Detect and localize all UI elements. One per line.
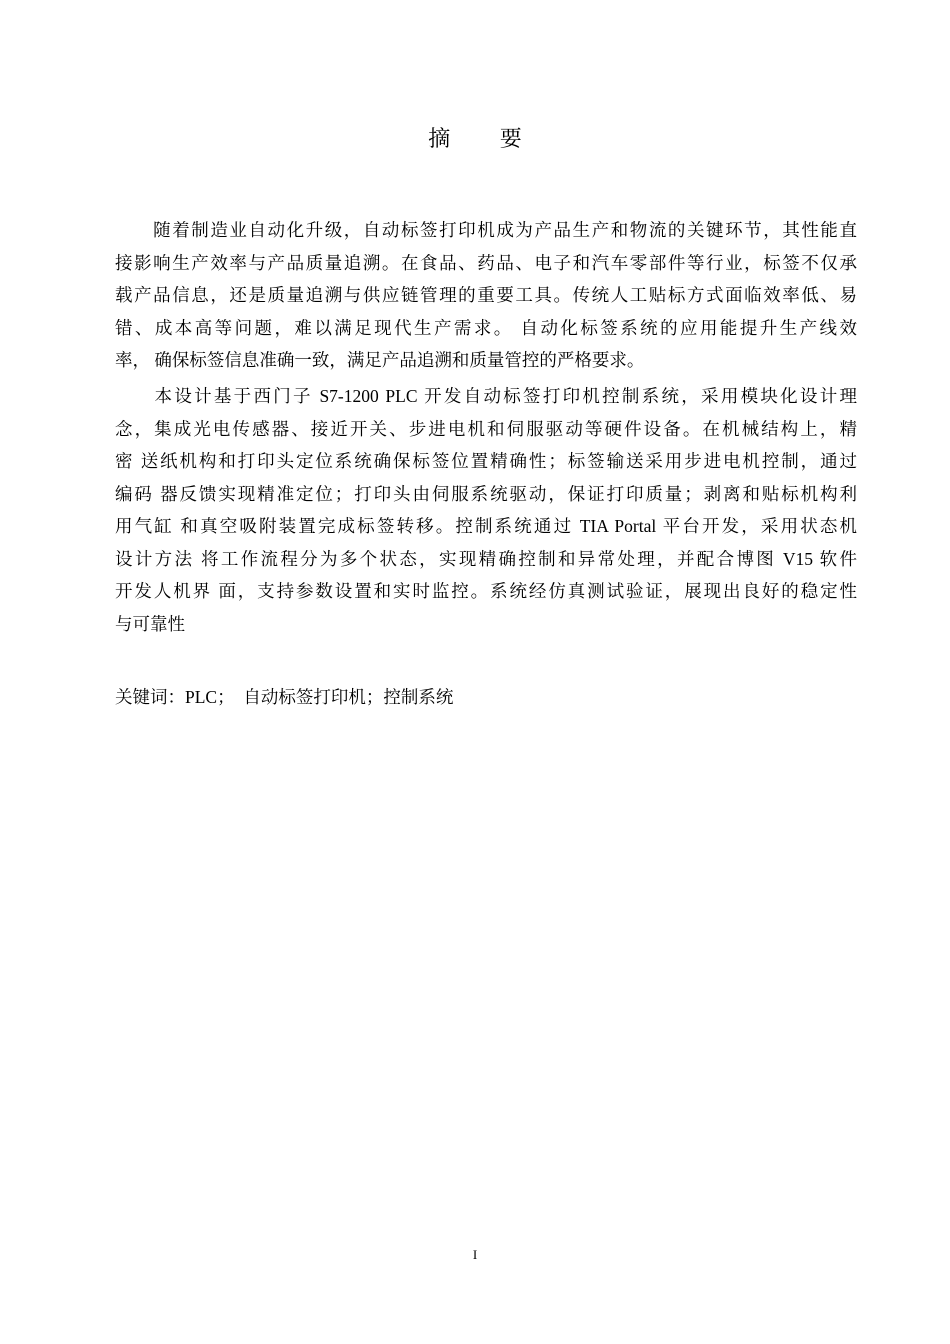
text-line: 设计方法 将工作流程分为多个状态，实现精确控制和异常处理，并配合博图 V15 软件 xyxy=(115,548,857,569)
text-line: 用气缸 和真空吸附装置完成标签转移。控制系统通过 TIA Portal 平台开发，采用状态机 xyxy=(115,516,857,536)
text-line: 与可靠性 xyxy=(115,613,185,634)
keywords xyxy=(115,681,453,713)
text-line: 载产品信息，还是质量追溯与供应链管理的重要工具。传统人工贴标方式面临效率低、易 xyxy=(115,285,857,305)
text-line: 接影响生产效率与产品质量追溯。在食品、药品、电子和汽车零部件等行业，标签不仅承 xyxy=(115,252,857,273)
text-line: 开发人机界 面，支持参数设置和实时监控。系统经仿真测试验证，展现出良好的稳定性 xyxy=(115,581,857,601)
text-line: 密 送纸机构和打印头定位系统确保标签位置精确性；标签输送采用步进电机控制，通过 xyxy=(115,451,857,471)
text-line: 编码 器反馈实现精准定位；打印头由伺服系统驱动，保证打印质量；剥离和贴标机构利 xyxy=(115,483,857,504)
text-line: 本设计基于西门子 S7-1200 PLC 开发自动标签打印机控制系统，采用模块化设计理 xyxy=(115,386,857,406)
keywords-label: 关键词： xyxy=(115,687,185,707)
text-line: 念，集成光电传感器、接近开关、步进电机和伺服驱动等硬件设备。在机械结构上，精 xyxy=(115,418,857,439)
text-line: 随着制造业自动化升级，自动标签打印机成为产品生产和物流的关键环节，其性能直 xyxy=(115,220,857,240)
page-title: 摘 要 xyxy=(428,126,544,151)
text-line: 率， 确保标签信息准确一致，满足产品追溯和质量管控的严格要求。 xyxy=(115,350,645,370)
abstract-paragraph-2 xyxy=(115,380,857,640)
page-number: I xyxy=(472,1247,478,1262)
text-line: 错、成本高等问题，难以满足现代生产需求。 自动化标签系统的应用能提升生产线效 xyxy=(115,317,857,338)
abstract-paragraph-1 xyxy=(115,214,857,377)
keywords-value: PLC； 自动标签打印机；控制系统 xyxy=(185,687,454,707)
